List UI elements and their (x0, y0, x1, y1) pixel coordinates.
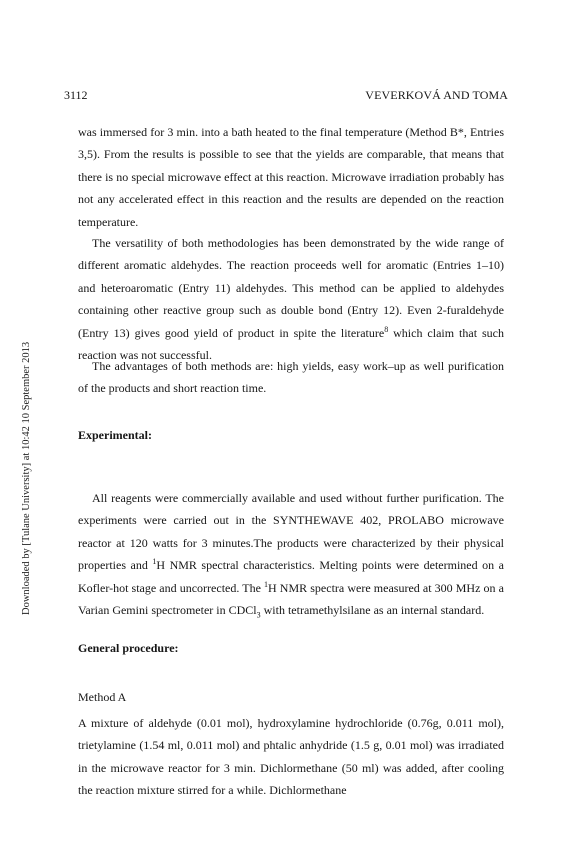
paragraph-2-part-a: The versatility of both methodologies has been demonstrated by the wide range of different aromatic aldehydes. The reaction proceeds well for aromatic (Entries 1–10) and heteroaromatic (Entry 11) aldehydes. This method can be applied to aldehydes containing other reactive group such as double bond (Entry 12). Even 2-furaldehyde (Entry 13) gives good yield of product in spite the literature (78, 236, 504, 340)
subscript-3: 3 (256, 610, 261, 620)
paragraph-2 (78, 232, 504, 366)
paragraph-2-part-b: which claim that such reaction was not successful. (78, 325, 504, 363)
running-head: VEVERKOVÁ AND TOMA (365, 88, 508, 102)
paragraph-1 (78, 121, 504, 233)
experimental-heading: Experimental: (78, 428, 152, 442)
paragraph-3 (78, 355, 504, 400)
paragraph-4-part-b: H NMR spectral characteristics. Melting points were determined on a Kofler-hot stage and uncorrected. The (78, 558, 505, 595)
paragraph-2-text (78, 232, 504, 366)
paragraph-3-text: The advantages of both methods are: high yields, easy work–up as well purification of the products and short reaction time. (78, 359, 504, 396)
paragraph-1-text: was immersed for 3 min. into a bath heated to the final temperature (Method B*, Entries 3,5). From the results is possible to see that the yields are comparable, that means that there is no special microwave effect at this reaction. Microwave irradiation probably has not any accelerated effect in this reaction and the results are depended on the reaction temperature. (78, 125, 504, 229)
paragraph-4 (78, 487, 504, 621)
method-a-label: Method A (78, 690, 127, 704)
page-number: 3112 (64, 88, 88, 102)
paragraph-5-text: A mixture of aldehyde (0.01 mol), hydroxylamine hydrochloride (0.76g, 0.011 mol), trietylamine (1.54 ml, 0.011 mol) and phtalic anhydride (1.5 g, 0.01 mol) was irradiated in the microwave reactor for 3 min. Dichlormethane (50 ml) was added, after cooling the reaction mixture stirred for a while. Dichlormethane (78, 716, 504, 798)
superscript-1b: 1 (264, 579, 269, 589)
paragraph-5 (78, 712, 504, 802)
general-procedure-heading: General procedure: (78, 641, 179, 655)
paragraph-4-part-d: with tetramethylsilane as an internal standard. (260, 603, 485, 618)
superscript-1: 1 (152, 557, 157, 567)
paragraph-4-text (78, 487, 504, 621)
download-watermark: Downloaded by [Tulane University] at 10:42 10 September 2013 (21, 341, 32, 615)
paragraph-4-part-a: All reagents were commercially available and used without further purification. The experiments were carried out in the SYNTHEWAVE 402, PROLABO microwave reactor at 120 watts for 3 minutes.The products were characterized by their physical properties and (78, 491, 504, 573)
reference-8: 8 (384, 324, 389, 334)
paragraph-4-part-c: H NMR spectra were measured at 300 MHz on a Varian Gemini spectrometer in CDCl (78, 580, 504, 618)
